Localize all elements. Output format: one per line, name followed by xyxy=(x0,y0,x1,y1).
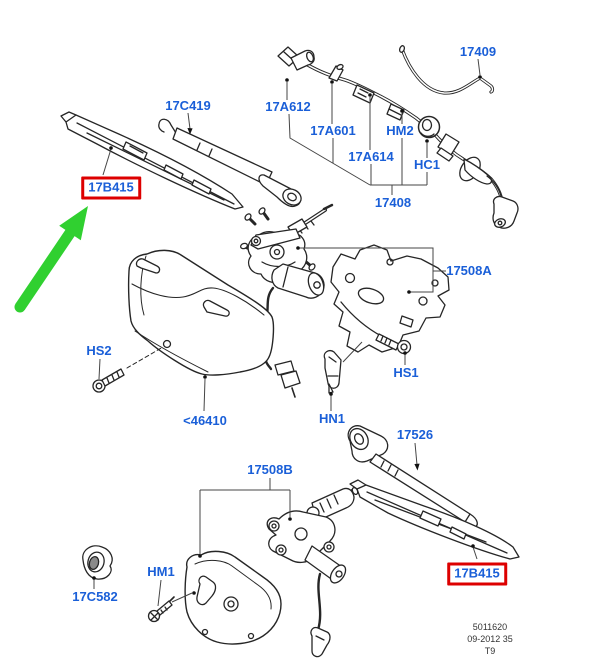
diagram-footer xyxy=(467,621,513,657)
part-label-hs1: HS1 xyxy=(393,365,419,380)
part-label-17a612: 17A612 xyxy=(265,99,311,114)
part-label-hm1: HM1 xyxy=(147,564,175,579)
part-label-17408: 17408 xyxy=(374,195,412,210)
footer-sheet-code: T9 xyxy=(484,646,496,656)
part-label-17b415-rear-highlighted: 17B415 xyxy=(447,563,507,586)
part-label-hm2: HM2 xyxy=(386,123,414,138)
part-label-46410: <46410 xyxy=(183,413,227,428)
rear-wiper-motor-drawing xyxy=(267,487,359,657)
part-label-17b415-front-highlighted: 17B415 xyxy=(81,177,141,200)
part-label-17409: 17409 xyxy=(459,44,497,59)
part-label-17508b: 17508B xyxy=(247,462,293,477)
part-label-17c419: 17C419 xyxy=(165,98,211,113)
part-label-17a614: 17A614 xyxy=(348,149,394,164)
grommet-17c582-drawing xyxy=(83,546,112,579)
footer-date-code: 09-2012 35 xyxy=(467,634,513,644)
green-highlight-arrow xyxy=(15,206,89,313)
footer-catalog-number: 5011620 xyxy=(472,622,508,632)
part-label-17c582: 17C582 xyxy=(72,589,118,604)
clip-hn1-drawing xyxy=(324,351,341,393)
screw-hm1-drawing xyxy=(149,597,175,622)
part-label-17526: 17526 xyxy=(396,427,434,442)
part-label-hn1: HN1 xyxy=(318,411,346,426)
part-label-hc1: HC1 xyxy=(413,157,441,172)
part-label-17508a: 17508A xyxy=(446,263,492,278)
part-label-17a601: 17A601 xyxy=(310,123,356,138)
part-label-hs2: HS2 xyxy=(86,343,112,358)
motor-bracket-17508a-drawing xyxy=(331,245,449,352)
rear-motor-cover-drawing xyxy=(185,551,281,644)
